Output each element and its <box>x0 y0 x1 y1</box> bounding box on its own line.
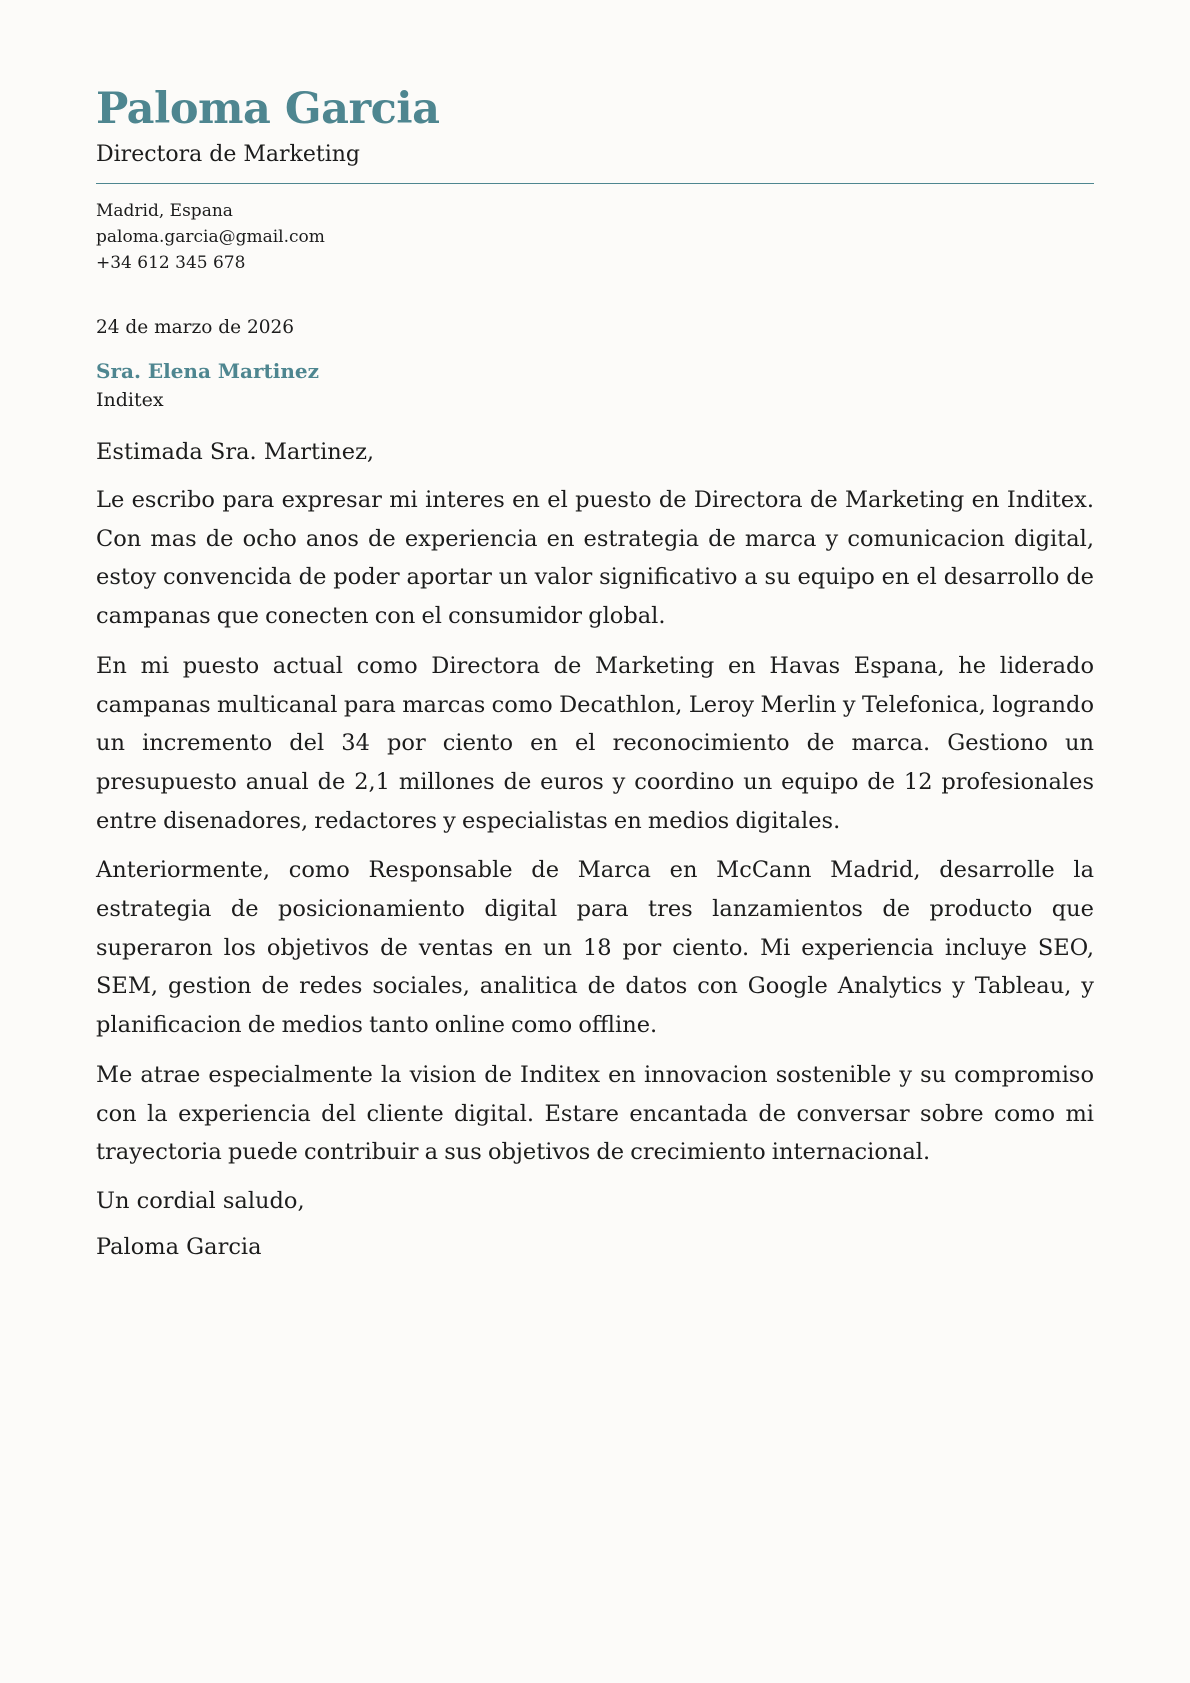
header-divider <box>96 183 1094 184</box>
letter-date: 24 de marzo de 2026 <box>96 317 295 338</box>
sender-phone: +34 612 345 678 <box>96 253 246 273</box>
salutation: Estimada Sra. Martinez, <box>96 439 375 465</box>
paragraph-4: Me atrae especialmente la vision de Inditex en innovacion sostenible y su compromiso con la experiencia del cliente digital. Estare encantada de conversar sobre como mi trayectoria puede contribuir a sus objetivos de crecimiento internacional. <box>96 1061 1094 1166</box>
sender-title: Directora de Marketing <box>96 142 360 167</box>
recipient-company: Inditex <box>96 389 164 411</box>
signature: Paloma Garcia <box>96 1233 262 1260</box>
paragraph-1: Le escribo para expresar mi interes en el puesto de Directora de Marketing en Inditex. Con mas de ocho anos de experiencia en estrategia de marca y comunicacion digital, estoy convencida de poder aportar un valor significativo a su equipo en el desarrollo de campanas que conecten con el consumidor global. <box>96 487 1094 630</box>
letter-body <box>96 481 1094 1172</box>
cover-letter <box>96 82 1094 1266</box>
contact-block <box>96 198 1094 276</box>
paragraph-2: En mi puesto actual como Directora de Marketing en Havas Espana, he liderado campanas multicanal para marcas como Decathlon, Leroy Merlin y Telefonica, logrando un incremento del 34 por ciento en el reconocimiento de marca. Gestiono un presupuesto anual de 2,1 millones de euros y coordino un equipo de 12 profesionales entre disenadores, redactores y especialistas en medios digitales. <box>96 652 1094 834</box>
closing: Un cordial saludo, <box>96 1187 305 1214</box>
sender-name: Paloma Garcia <box>96 84 440 134</box>
paragraph-3: Anteriormente, como Responsable de Marca en McCann Madrid, desarrolle la estrategia de posicionamiento digital para tres lanzamientos de producto que superaron los objetivos de ventas en un 18 por ciento. Mi experiencia incluye SEO, SEM, gestion de redes sociales, analitica de datos con Google Analytics y Tableau, y planificacion de medios tanto online como offline. <box>96 857 1094 1039</box>
sender-email: paloma.garcia@gmail.com <box>96 227 325 247</box>
recipient-name: Sra. Elena Martinez <box>96 359 319 383</box>
sender-location: Madrid, Espana <box>96 201 233 221</box>
